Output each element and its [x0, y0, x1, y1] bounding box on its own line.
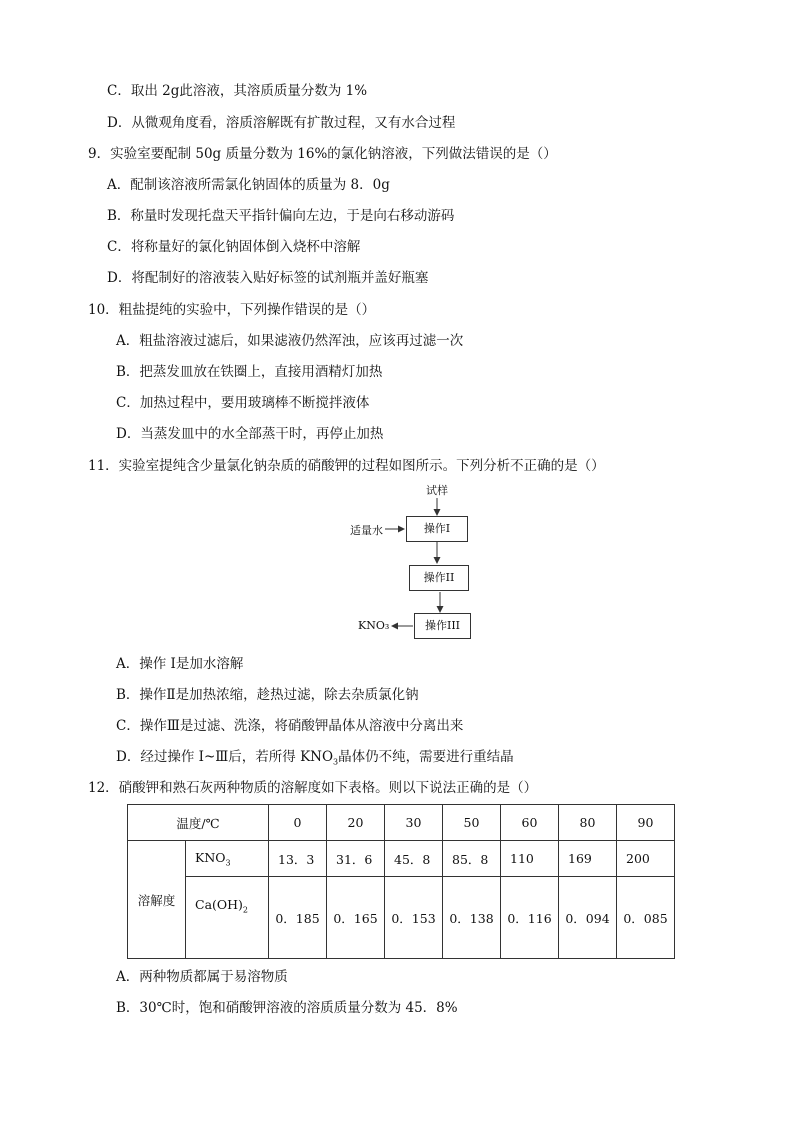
q9-option-a: A．配制该溶液所需氯化钠固体的质量为 8．0g [107, 177, 390, 193]
caoh2-value: 0．138 [443, 877, 501, 959]
solubility-group-label: 溶解度 [128, 841, 186, 959]
q10-option-d: D．当蒸发皿中的水全部蒸干时，再停止加热 [116, 426, 384, 442]
q10-stem: 10．粗盐提纯的实验中，下列操作错误的是（） [88, 302, 376, 318]
temp-cell: 0 [269, 805, 327, 841]
q10-option-a: A．粗盐溶液过滤后，如果滤液仍然浑浊，应该再过滤一次 [116, 333, 464, 349]
kno3-value: 45．8 [385, 841, 443, 877]
operation-1-box: 操作I [406, 516, 468, 542]
kno3-value: 85．8 [443, 841, 501, 877]
temp-cell: 60 [501, 805, 559, 841]
kno3-value: 110 [501, 841, 559, 877]
caoh2-label [186, 877, 269, 959]
q11-option-d-text-end: 晶体仍不纯，需要进行重结晶 [338, 749, 514, 765]
caoh2-value: 0．094 [559, 877, 617, 959]
q8-option-d: D．从微观角度看，溶质溶解既有扩散过程，又有水合过程 [107, 115, 456, 131]
sample-label: 试样 [426, 484, 448, 497]
caoh2-value: 0．085 [617, 877, 675, 959]
temp-cell: 20 [327, 805, 385, 841]
temp-cell: 30 [385, 805, 443, 841]
q9-option-d: D．将配制好的溶液装入贴好标签的试剂瓶并盖好瓶塞 [107, 270, 429, 286]
q11-option-d-subscript: 3 [333, 757, 339, 767]
caoh2-value: 0．165 [327, 877, 385, 959]
kno3-value: 13．3 [269, 841, 327, 877]
caoh2-label-subscript: 2 [242, 905, 249, 915]
q11-stem: 11．实验室提纯含少量氯化钠杂质的硝酸钾的过程如图所示。下列分析不正确的是（） [88, 458, 605, 474]
q11-option-b: B．操作Ⅱ是加热浓缩，趁热过滤，除去杂质氯化钠 [116, 687, 419, 703]
kno3-value: 31．6 [327, 841, 385, 877]
q10-option-c: C．加热过程中，要用玻璃棒不断搅拌液体 [116, 395, 370, 411]
kno3-label-subscript: 3 [225, 858, 231, 868]
water-label: 适量水 [350, 524, 383, 537]
q9-stem: 9．实验室要配制 50g 质量分数为 16%的氯化钠溶液，下列做法错误的是（） [88, 146, 557, 162]
q9-option-b: B．称量时发现托盘天平指针偏向左边，于是向右移动游码 [107, 208, 455, 224]
process-flow-diagram [340, 482, 540, 647]
kno3-value: 169 [559, 841, 617, 877]
caoh2-value: 0．116 [501, 877, 559, 959]
table-row-caoh2 [128, 877, 675, 959]
solubility-table [127, 804, 675, 959]
kno3-value: 200 [617, 841, 675, 877]
caoh2-label-text: Ca(OH) [195, 897, 243, 912]
temp-cell: 50 [443, 805, 501, 841]
q11-option-d-text: D．经过操作 I~Ⅲ后，若所得 KNO [116, 749, 334, 765]
q11-option-d [116, 748, 514, 772]
q12-option-b: B．30℃时，饱和硝酸钾溶液的溶质质量分数为 45．8% [116, 1000, 458, 1016]
temp-cell: 90 [617, 805, 675, 841]
table-row-kno3 [128, 841, 675, 877]
q10-option-b: B．把蒸发皿放在铁圈上，直接用酒精灯加热 [116, 364, 383, 380]
kno3-label [186, 841, 269, 877]
q9-option-c: C．将称量好的氯化钠固体倒入烧杯中溶解 [107, 239, 361, 255]
q11-option-c: C．操作Ⅲ是过滤、洗涤，将硝酸钾晶体从溶液中分离出来 [116, 718, 464, 734]
q8-option-c: C．取出 2g此溶液，其溶质质量分数为 1% [107, 83, 368, 99]
product-label: KNO₃ [358, 619, 390, 632]
temp-cell: 80 [559, 805, 617, 841]
caoh2-value: 0．185 [269, 877, 327, 959]
q12-stem: 12．硝酸钾和熟石灰两种物质的溶解度如下表格。则以下说法正确的是（） [88, 780, 538, 796]
q11-option-a: A．操作 I是加水溶解 [116, 656, 244, 672]
temperature-header: 温度/℃ [128, 805, 269, 841]
caoh2-value: 0．153 [385, 877, 443, 959]
kno3-label-text: KNO [195, 849, 226, 865]
table-header-row [128, 805, 675, 841]
operation-2-box: 操作II [409, 565, 469, 591]
operation-3-box: 操作III [414, 613, 471, 639]
q12-option-a: A．两种物质都属于易溶物质 [116, 969, 288, 985]
